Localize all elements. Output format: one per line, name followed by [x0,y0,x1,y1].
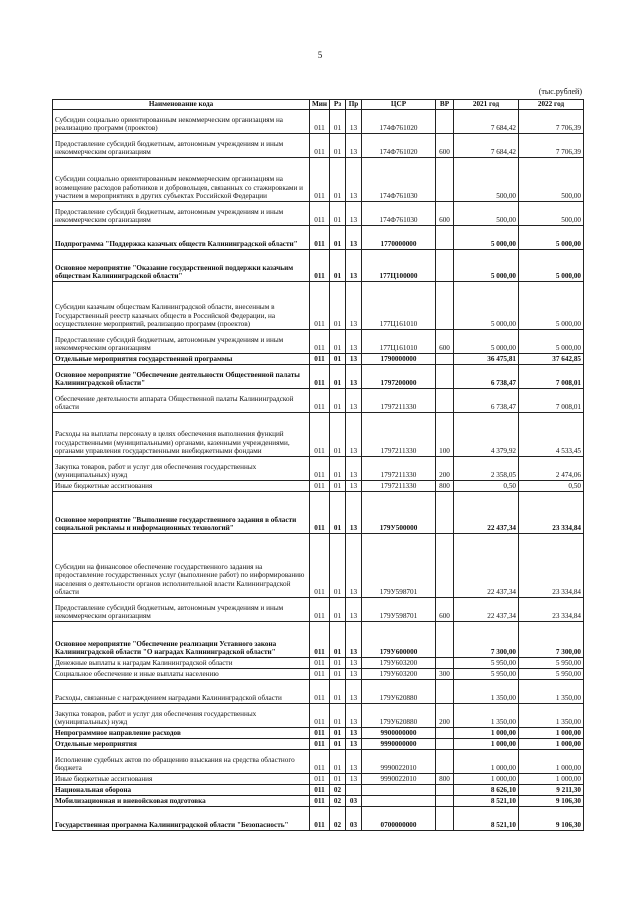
cell-name: Основное мероприятие "Выполнение государственного задания в области социальной рекламы и информационных технологий" [53,492,310,534]
table-row [53,226,584,250]
cell-vr [436,796,454,807]
cell-name: Государственная программа Калининградской области "Безопасность" [53,807,310,831]
table-row [53,492,584,534]
cell-name: Непрограммное направление расходов [53,728,310,739]
cell-2021: 36 475,81 [454,354,519,365]
cell-name: Социальное обеспечение и иные выплаты населению [53,669,310,680]
cell-min: 011 [310,457,330,481]
cell-rz: 01 [330,250,346,282]
cell-rz: 01 [330,202,346,226]
cell-name: Предоставление субсидий бюджетным, автономным учреждениям и иным некоммерческим организациям [53,330,310,354]
cell-rz: 01 [330,282,346,330]
cell-vr: 800 [436,481,454,492]
cell-csr: 179У500000 [362,492,436,534]
cell-min: 011 [310,669,330,680]
col-header-pr: Пр [346,100,362,110]
table-row [53,413,584,457]
table-row [53,202,584,226]
col-header-name: Наименование кода [53,100,310,110]
table-row [53,534,584,598]
cell-vr: 200 [436,704,454,728]
cell-min: 011 [310,134,330,158]
cell-vr [436,785,454,796]
cell-vr [436,658,454,669]
cell-pr: 13 [346,774,362,785]
cell-name: Основное мероприятие "Оказание государственной поддержки казачьим обществам Калининградской области" [53,250,310,282]
budget-table [52,99,584,831]
cell-2021: 1 000,00 [454,739,519,750]
table-row [53,796,584,807]
cell-vr: 600 [436,330,454,354]
cell-min: 011 [310,785,330,796]
cell-name: Подпрограмма "Поддержка казачьих обществ Калининградской области" [53,226,310,250]
table-row [53,330,584,354]
cell-2022: 1 000,00 [519,739,584,750]
cell-2021: 1 000,00 [454,750,519,774]
cell-rz: 01 [330,354,346,365]
cell-2021: 5 000,00 [454,282,519,330]
table-row [53,457,584,481]
cell-2021: 22 437,34 [454,534,519,598]
cell-vr [436,807,454,831]
col-header-rz: Рз [330,100,346,110]
cell-2021: 22 437,34 [454,492,519,534]
cell-csr: 174Ф761020 [362,110,436,134]
cell-rz: 02 [330,796,346,807]
cell-2021: 5 000,00 [454,226,519,250]
page-number: 5 [317,50,323,60]
cell-csr: 179У598701 [362,598,436,622]
cell-rz: 01 [330,389,346,413]
table-row [53,282,584,330]
col-header-min: Мин [310,100,330,110]
cell-csr: 174Ф761030 [362,158,436,202]
cell-2021: 7 684,42 [454,110,519,134]
cell-name: Предоставление субсидий бюджетным, автономным учреждениям и иным некоммерческим организациям [53,202,310,226]
cell-vr [436,534,454,598]
cell-rz: 02 [330,785,346,796]
cell-min: 011 [310,365,330,389]
cell-csr: 9990022010 [362,774,436,785]
cell-rz: 01 [330,134,346,158]
table-row [53,669,584,680]
cell-vr [436,492,454,534]
cell-csr: 179У603200 [362,669,436,680]
cell-pr: 13 [346,134,362,158]
cell-pr: 03 [346,796,362,807]
cell-rz: 01 [330,226,346,250]
col-header-2022: 2022 год [519,100,584,110]
cell-rz: 01 [330,365,346,389]
cell-pr: 13 [346,413,362,457]
cell-2022: 0,50 [519,481,584,492]
cell-vr [436,389,454,413]
cell-2022: 5 000,00 [519,330,584,354]
cell-min: 011 [310,250,330,282]
table-row [53,354,584,365]
cell-2022: 1 000,00 [519,774,584,785]
col-header-vr: ВР [436,100,454,110]
cell-vr [436,354,454,365]
cell-vr [436,158,454,202]
cell-pr: 13 [346,704,362,728]
cell-2022: 1 350,00 [519,680,584,704]
cell-csr: 1797200000 [362,365,436,389]
cell-pr: 13 [346,457,362,481]
cell-csr [362,796,436,807]
cell-name: Основное мероприятие "Обеспечение деятельности Общественной палаты Калининградской области" [53,365,310,389]
cell-2022: 2 474,06 [519,457,584,481]
table-row [53,680,584,704]
cell-pr: 13 [346,680,362,704]
table-body [53,110,584,831]
cell-rz: 01 [330,658,346,669]
cell-2022: 7 008,01 [519,389,584,413]
cell-pr: 13 [346,250,362,282]
cell-2022: 5 000,00 [519,226,584,250]
cell-min: 011 [310,680,330,704]
cell-rz: 01 [330,728,346,739]
cell-2021: 1 350,00 [454,680,519,704]
cell-pr [346,785,362,796]
table-row [53,365,584,389]
cell-min: 011 [310,202,330,226]
cell-vr: 600 [436,598,454,622]
cell-rz: 01 [330,534,346,598]
cell-csr: 179У598701 [362,534,436,598]
cell-name: Исполнение судебных актов по обращению взыскания на средства областного бюджета [53,750,310,774]
cell-name: Денежные выплаты к наградам Калининградской области [53,658,310,669]
cell-2021: 22 437,34 [454,598,519,622]
cell-pr: 13 [346,158,362,202]
cell-rz: 01 [330,622,346,658]
cell-2021: 1 350,00 [454,704,519,728]
cell-pr: 13 [346,728,362,739]
cell-csr: 9990000000 [362,739,436,750]
col-header-2021: 2021 год [454,100,519,110]
cell-pr: 13 [346,202,362,226]
cell-2021: 1 000,00 [454,728,519,739]
cell-2022: 1 000,00 [519,750,584,774]
cell-name: Закупка товаров, работ и услуг для обеспечения государственных (муниципальных) нужд [53,704,310,728]
cell-min: 011 [310,481,330,492]
cell-rz: 01 [330,598,346,622]
cell-min: 011 [310,354,330,365]
cell-name: Субсидии на финансовое обеспечение государственного задания на предоставление государственных услуг (выполнение работ) по информированию населения о деятельности органов исполнительной власти Калининградской области [53,534,310,598]
cell-pr: 13 [346,226,362,250]
table-row [53,750,584,774]
cell-rz: 01 [330,750,346,774]
cell-pr: 13 [346,598,362,622]
cell-rz: 01 [330,413,346,457]
cell-name: Обеспечение деятельности аппарата Общественной палаты Калининградской области [53,389,310,413]
cell-2021: 500,00 [454,158,519,202]
cell-rz: 01 [330,481,346,492]
cell-2021: 500,00 [454,202,519,226]
cell-2021: 7 300,00 [454,622,519,658]
cell-name: Мобилизационная и вневойсковая подготовка [53,796,310,807]
cell-min: 011 [310,807,330,831]
cell-min: 011 [310,158,330,202]
col-header-csr: ЦСР [362,100,436,110]
table-row [53,658,584,669]
cell-csr: 179У603200 [362,658,436,669]
cell-vr: 100 [436,413,454,457]
table-row [53,728,584,739]
table-row [53,598,584,622]
cell-name: Предоставление субсидий бюджетным, автономным учреждениям и иным некоммерческим организациям [53,598,310,622]
cell-2022: 1 350,00 [519,704,584,728]
cell-pr: 13 [346,282,362,330]
cell-2022: 4 533,45 [519,413,584,457]
cell-2022: 500,00 [519,158,584,202]
cell-rz: 01 [330,704,346,728]
cell-2021: 6 738,47 [454,365,519,389]
table-row [53,134,584,158]
cell-name: Закупка товаров, работ и услуг для обеспечения государственных (муниципальных) нужд [53,457,310,481]
cell-pr: 13 [346,658,362,669]
cell-min: 011 [310,282,330,330]
cell-2022: 1 000,00 [519,728,584,739]
cell-vr [436,739,454,750]
cell-2022: 500,00 [519,202,584,226]
cell-pr: 13 [346,622,362,658]
cell-vr: 600 [436,202,454,226]
cell-name: Иные бюджетные ассигнования [53,481,310,492]
cell-2022: 7 706,39 [519,134,584,158]
cell-rz: 02 [330,807,346,831]
cell-vr: 600 [436,134,454,158]
cell-csr [362,785,436,796]
table-row [53,481,584,492]
cell-min: 011 [310,492,330,534]
cell-min: 011 [310,598,330,622]
cell-min: 011 [310,110,330,134]
cell-vr [436,282,454,330]
cell-2021: 8 521,10 [454,796,519,807]
cell-rz: 01 [330,669,346,680]
cell-name: Предоставление субсидий бюджетным, автономным учреждениям и иным некоммерческим организациям [53,134,310,158]
cell-name: Отдельные мероприятия государственной программы [53,354,310,365]
cell-2021: 7 684,42 [454,134,519,158]
cell-pr: 13 [346,330,362,354]
table-row [53,739,584,750]
cell-vr [436,250,454,282]
cell-min: 011 [310,739,330,750]
cell-pr: 13 [346,669,362,680]
units-label: (тыс.рублей) [538,87,582,96]
cell-2021: 0,50 [454,481,519,492]
cell-vr: 200 [436,457,454,481]
cell-2022: 23 334,84 [519,534,584,598]
cell-pr: 13 [346,492,362,534]
cell-csr: 1797211330 [362,481,436,492]
cell-min: 011 [310,413,330,457]
cell-vr [436,622,454,658]
cell-name: Основное мероприятие "Обеспечение реализации Уставного закона Калининградской области "О наградах Калининградской области" [53,622,310,658]
cell-pr: 13 [346,389,362,413]
cell-min: 011 [310,774,330,785]
cell-vr [436,728,454,739]
cell-rz: 01 [330,680,346,704]
cell-csr: 174Ф761030 [362,202,436,226]
cell-2021: 8 626,10 [454,785,519,796]
cell-min: 011 [310,330,330,354]
cell-2022: 5 950,00 [519,658,584,669]
cell-2022: 23 334,84 [519,598,584,622]
cell-pr: 13 [346,750,362,774]
cell-min: 011 [310,622,330,658]
cell-min: 011 [310,389,330,413]
cell-2021: 4 379,92 [454,413,519,457]
cell-2022: 9 106,30 [519,807,584,831]
cell-pr: 13 [346,739,362,750]
cell-2022: 9 106,30 [519,796,584,807]
cell-csr: 1797211330 [362,389,436,413]
cell-rz: 01 [330,492,346,534]
cell-csr: 0700000000 [362,807,436,831]
cell-rz: 01 [330,739,346,750]
table-row [53,807,584,831]
table-row [53,389,584,413]
cell-rz: 01 [330,330,346,354]
cell-pr: 13 [346,534,362,598]
cell-2021: 6 738,47 [454,389,519,413]
cell-csr: 179У600000 [362,622,436,658]
cell-2021: 5 950,00 [454,669,519,680]
cell-name: Субсидии социально ориентированным некоммерческим организациям на возмещение расходов работников и добровольцев, связанных со стажировками и участием в мероприятиях в других субъектах Российской Федерации [53,158,310,202]
cell-rz: 01 [330,457,346,481]
cell-rz: 01 [330,158,346,202]
cell-vr [436,226,454,250]
cell-csr: 1790000000 [362,354,436,365]
cell-rz: 01 [330,110,346,134]
cell-vr: 300 [436,669,454,680]
cell-csr: 1797211330 [362,413,436,457]
cell-csr: 1770000000 [362,226,436,250]
cell-name: Расходы, связанные с награждением наградами Калининградской области [53,680,310,704]
table-row [53,622,584,658]
cell-2022: 7 706,39 [519,110,584,134]
cell-min: 011 [310,796,330,807]
cell-vr [436,365,454,389]
cell-pr: 13 [346,365,362,389]
cell-name: Субсидии казачьим обществам Калининградской области, внесенным в Государственный реестр казачьих обществ в Российской Федерации, на осуществление мероприятий, реализацию программ (проектов) [53,282,310,330]
cell-csr: 177Ц100000 [362,250,436,282]
cell-2021: 5 000,00 [454,330,519,354]
cell-2022: 5 000,00 [519,250,584,282]
cell-name: Иные бюджетные ассигнования [53,774,310,785]
cell-vr [436,680,454,704]
cell-2022: 5 000,00 [519,282,584,330]
cell-name: Субсидии социально ориентированным некоммерческим организациям на реализацию программ (проектов) [53,110,310,134]
cell-csr: 177Ц161010 [362,282,436,330]
cell-min: 011 [310,750,330,774]
cell-2022: 23 334,84 [519,492,584,534]
table-row [53,785,584,796]
cell-min: 011 [310,226,330,250]
cell-2021: 5 950,00 [454,658,519,669]
cell-csr: 174Ф761020 [362,134,436,158]
cell-2022: 9 211,30 [519,785,584,796]
table-row [53,250,584,282]
cell-pr: 03 [346,807,362,831]
cell-csr: 177Ц161010 [362,330,436,354]
table-row [53,774,584,785]
table-row [53,110,584,134]
cell-name: Расходы на выплаты персоналу в целях обеспечения выполнения функций государственными (муниципальными) органами, казенными учреждениями, органами управления государственными внебюджетными фондами [53,413,310,457]
cell-2022: 5 950,00 [519,669,584,680]
table-row [53,158,584,202]
cell-pr: 13 [346,110,362,134]
cell-2021: 5 000,00 [454,250,519,282]
cell-csr: 179У620880 [362,704,436,728]
cell-csr: 9900000000 [362,728,436,739]
cell-vr [436,110,454,134]
cell-2021: 8 521,10 [454,807,519,831]
cell-csr: 1797211330 [362,457,436,481]
cell-2021: 2 358,05 [454,457,519,481]
cell-min: 011 [310,658,330,669]
table-row [53,704,584,728]
cell-name: Национальная оборона [53,785,310,796]
cell-pr: 13 [346,481,362,492]
cell-vr: 800 [436,774,454,785]
cell-2022: 7 008,01 [519,365,584,389]
cell-2021: 1 000,00 [454,774,519,785]
cell-csr: 179У620880 [362,680,436,704]
cell-2022: 37 642,85 [519,354,584,365]
cell-pr: 13 [346,354,362,365]
cell-min: 011 [310,534,330,598]
cell-vr [436,750,454,774]
cell-min: 011 [310,704,330,728]
cell-name: Отдельные мероприятия [53,739,310,750]
table-header-row [53,100,584,110]
cell-csr: 9990022010 [362,750,436,774]
cell-min: 011 [310,728,330,739]
cell-2022: 7 300,00 [519,622,584,658]
cell-rz: 01 [330,774,346,785]
